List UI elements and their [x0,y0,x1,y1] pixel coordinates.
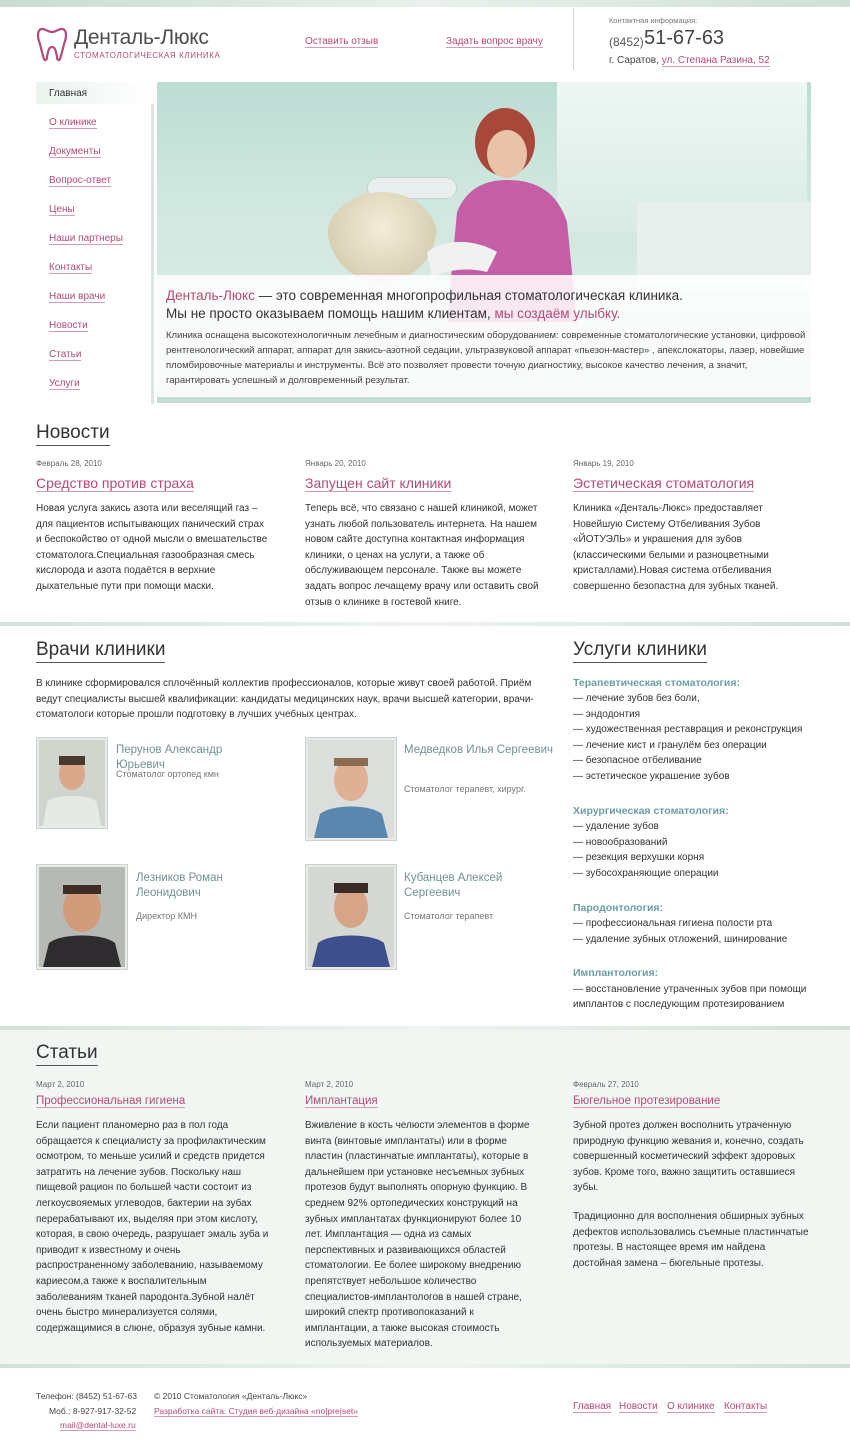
service-item: — лечение кист и гранулём без операции [573,740,767,751]
hero-title-rest: — это современная многопрофильная стоматологическая клиника. [254,288,683,303]
service-group-title[interactable]: Пародонтология: [573,902,664,914]
sidebar-item-prices[interactable]: Цены [49,204,75,215]
news-title-link[interactable]: Средство против страха [36,475,194,491]
phone-number: 51-67-63 [644,27,725,49]
doctor-name[interactable]: Лезников Роман Леонидович [136,872,223,899]
service-item: — художественная реставрация и реконструкция [573,724,803,735]
service-item: — новообразований [573,837,668,848]
sidebar-item-articles[interactable]: Статьи [49,349,82,360]
footer-developer [154,1406,358,1416]
service-item: — безопасное отбеливание [573,755,702,766]
service-item: — зубосохраняющие операции [573,868,719,879]
footer-nav-news[interactable]: Новости [619,1401,658,1412]
service-item: — эндодонтия [573,709,641,720]
service-item: имплантов с последующим протезированием [573,999,785,1010]
doctor-portrait-icon [308,740,394,838]
news-text: Теперь всё, что связано с нашей клиникой, может узнать любой пользователь интернета. На нашем новом сайте доступна контактная информация клиники, о ценах на услуги, а также об обслуживающем персонале. Также вы можете задать вопрос лечащему врачу или оставить свой отзыв о клинике в гостевой книге. [305,503,539,608]
news-date: Январь 19, 2010 [573,459,634,468]
footer-nav-about[interactable]: О клинике [667,1401,715,1412]
header-divider [573,8,574,70]
footer-email-link[interactable]: mail@dental-luxe.ru [60,1420,136,1430]
articles-heading: Статьи [36,1042,98,1066]
footer-nav-home[interactable]: Главная [573,1401,612,1412]
hero-description: Клиника оснащена высокотехнологичным лечебным и диагностическим оборудованием: современные стоматологические установки, цифровой рентгенологический аппарат, аппарат для закись-азотной седации, ультразвуковой аппарат «пьезон-мастер» , апекслокаторы, лазер, новейшие пломбировочные материалы и инструменты. Всё это позволяет провести точную диагностику, высокое качество лечения, а значит, гарантировать успешный и долговременный результат. [166,330,806,386]
section-divider [0,622,850,626]
doctor-role: Директор КМН [136,911,197,921]
logo[interactable] [36,26,221,66]
news-heading: Новости [36,422,110,446]
leave-review-link[interactable]: Оставить отзыв [305,36,379,47]
article-title-link[interactable]: Бюгельное протезирование [573,1095,721,1107]
article-text: Традиционно для восполнения обширных зубных дефектов использовались съемные пластинчатые протезы. В настоящее время им найдена достойная замена – бюгельные протезы. [573,1211,809,1269]
doctor-portrait-icon [39,867,125,967]
logo-subtitle: СТОМАТОЛОГИЧЕСКАЯ КЛИНИКА [74,51,221,60]
sidebar-item-services[interactable]: Услуги [49,378,80,389]
article-text: Вживление в кость челюсти элементов в форме винта (винтовые имплантаты) или в форме пластин (пластинчатые имплантаты), которые в дальнейшем при установке несъемных зубных протезов будут выполнять опорную функцию. В среднем 92% ортопедических конструкций на зубных имплантатах функционируют более 10 лет. Имплантация — одна из самых перспективных и развивающихся областей стоматологии. Ее более широкому внедрению препятствует небольшое количество специалистов-имплантологов в нашей стране, широкий спектр противопоказаний к имплантации, а также высокая стоимость используемых материалов. [305,1120,530,1350]
footer-dev-label[interactable]: Разработка сайта: [154,1406,229,1416]
phone-code: (8452) [609,35,644,49]
footer-nav-contacts[interactable]: Контакты [724,1401,768,1412]
doctor-photo[interactable] [36,864,128,970]
doctor-role: Стоматолог ортопед кмн [116,769,219,779]
hero-banner [157,82,811,403]
news-title-link[interactable]: Запущен сайт клиники [305,475,452,491]
photo-patient [327,192,437,282]
article-date: Март 2, 2010 [36,1080,85,1089]
service-item: — профессиональная гигиена полости рта [573,918,773,929]
article-text: Зубной протез должен восполнить утраченную природную функцию жевания и, конечно, создать совершенный косметический эффект здоровых зубов. Кроме того, важно защитить оставшиеся зубы. [573,1120,804,1194]
doctors-heading: Врачи клиники [36,639,165,663]
hero-line2: Мы не просто оказываем помощь нашим клиентам, [166,306,495,321]
service-item: — удаление зубных отложений, шинирование [573,934,788,945]
doctor-role: Стоматолог терапевт [404,911,494,921]
footer-dev-link[interactable]: Студия веб-дизайна «no|pre|set» [228,1406,358,1416]
sidebar-item-partners[interactable]: Наши партнеры [49,233,123,244]
doctor-photo[interactable] [305,864,397,970]
service-item: — удаление зубов [573,821,659,832]
news-date: Январь 20, 2010 [305,459,366,468]
doctor-name[interactable]: Перунов Александр Юрьевич [116,744,223,771]
sidebar-item-contacts[interactable]: Контакты [49,262,93,273]
doctor-name[interactable]: Медведков Илья Сергеевич [404,744,554,756]
services-heading: Услуги клиники [573,639,707,663]
address [609,55,770,66]
doctor-photo[interactable] [36,737,108,829]
hero-slogan: мы создаём улыбку. [494,306,621,321]
sidebar-item-faq[interactable]: Вопрос-ответ [49,175,112,186]
doctor-photo[interactable] [305,737,397,841]
contact-label: Контактная информация: [609,16,698,25]
hero-title [166,287,806,323]
service-item: — эстетическое украшение зубов [573,771,730,782]
news-text: Клиника «Денталь-Люкс» предоставляет Новейшую Систему Отбеливания Зубов «ЙОТУЭЛЬ» и украшения для зубов (классическими белыми и разноцветными кристаллами).Новая система отбеливания совершенно безопастна для зубных тканей. [573,503,779,592]
tooth-logo-icon [36,26,68,62]
footer-mobile: Моб.: 8-927-917-32-52 [49,1406,137,1416]
doctor-portrait-icon [308,867,394,967]
sidebar-item-documents[interactable]: Документы [49,146,101,157]
doctor-name[interactable]: Кубанцев Алексей Сергеевич [404,872,503,899]
service-item: — резекция верхушки корня [573,852,705,863]
address-city: г. Саратов, [609,55,659,66]
news-text: Новая услуга закись азота или веселящий газ – для пациентов испытывающих панический страх и беспокойство от одной мысли о вмешательстве стоматолога.Специальная газообразная смесь кислорода и азота подаётся в верхние дыхательные пути при помощи маски. [36,503,268,592]
service-item: — лечение зубов без боли, [573,693,700,704]
doctor-role: Стоматолог терапевт, хирург. [404,784,526,794]
sidebar-item-about[interactable]: О клинике [49,117,97,128]
service-group-title[interactable]: Хирургическая стоматология: [573,805,729,817]
sidebar-item-home[interactable] [36,82,154,104]
article-date: Март 2, 2010 [305,1080,354,1089]
article-title-link[interactable]: Профессиональная гигиена [36,1095,186,1107]
footer-phone: Телефон: (8452) 51-67-63 [36,1391,137,1401]
sidebar-item-doctors[interactable]: Наши врачи [49,291,106,302]
ask-doctor-link[interactable]: Задать вопрос врачу [446,36,543,47]
news-title-link[interactable]: Эстетическая стоматология [573,475,755,491]
service-item: — восстановление утраченных зубов при помощи [573,984,807,995]
top-decor-bar [0,0,850,7]
doctors-intro: В клинике сформировался сплочённый коллектив профессионалов, которые живут своей работой. Приём ведут специалисты высшей квалификации: кандидаты медицинских наук, врачи высшей категории, врачи-стоматологи которые прошли подготовку в лучших учебных центрах. [36,678,534,721]
sidebar-menu [36,82,154,404]
service-group-title[interactable]: Имплантология: [573,967,659,979]
article-date: Февраль 27, 2010 [573,1080,639,1089]
address-street-link[interactable]: ул. Степана Разина, 52 [661,55,770,66]
news-date: Февраль 28, 2010 [36,459,102,468]
hero-brand: Денталь-Люкс [166,288,255,303]
article-text: Если пациент планомерно раз в пол года обращается к специалисту за профилактическим осмотром, то меньше усилий и средств придется затратить на лечение зубов. Поскольку наш пищевой рацион по большей части состоит из легкоусвояемых углеводов, бактерии на зубах перерабатывают их, выделяя при этом кислоту, которая, в свою очередь, разрушает эмаль зуба и приводит к известному и очень распространенному заболеванию, называемому кариесом,а также к воспалительным заболеваниям тканей пародонта.Зубной налёт очень быстро минерализуется солями, содержащимися в слюне, образуя зубные камни. [36,1120,269,1334]
footer-copyright: © 2010 Стоматология «Денталь-Люкс» [154,1391,308,1401]
logo-name: Денталь-Люкс [74,26,209,49]
sidebar-item-news[interactable]: Новости [49,320,88,331]
sidebar-item-label: Главная [49,88,88,99]
footer [0,1368,850,1454]
article-title-link[interactable]: Имплантация [305,1095,378,1107]
service-group-title[interactable]: Терапевтическая стоматология: [573,677,740,689]
doctor-portrait-icon [39,740,105,826]
